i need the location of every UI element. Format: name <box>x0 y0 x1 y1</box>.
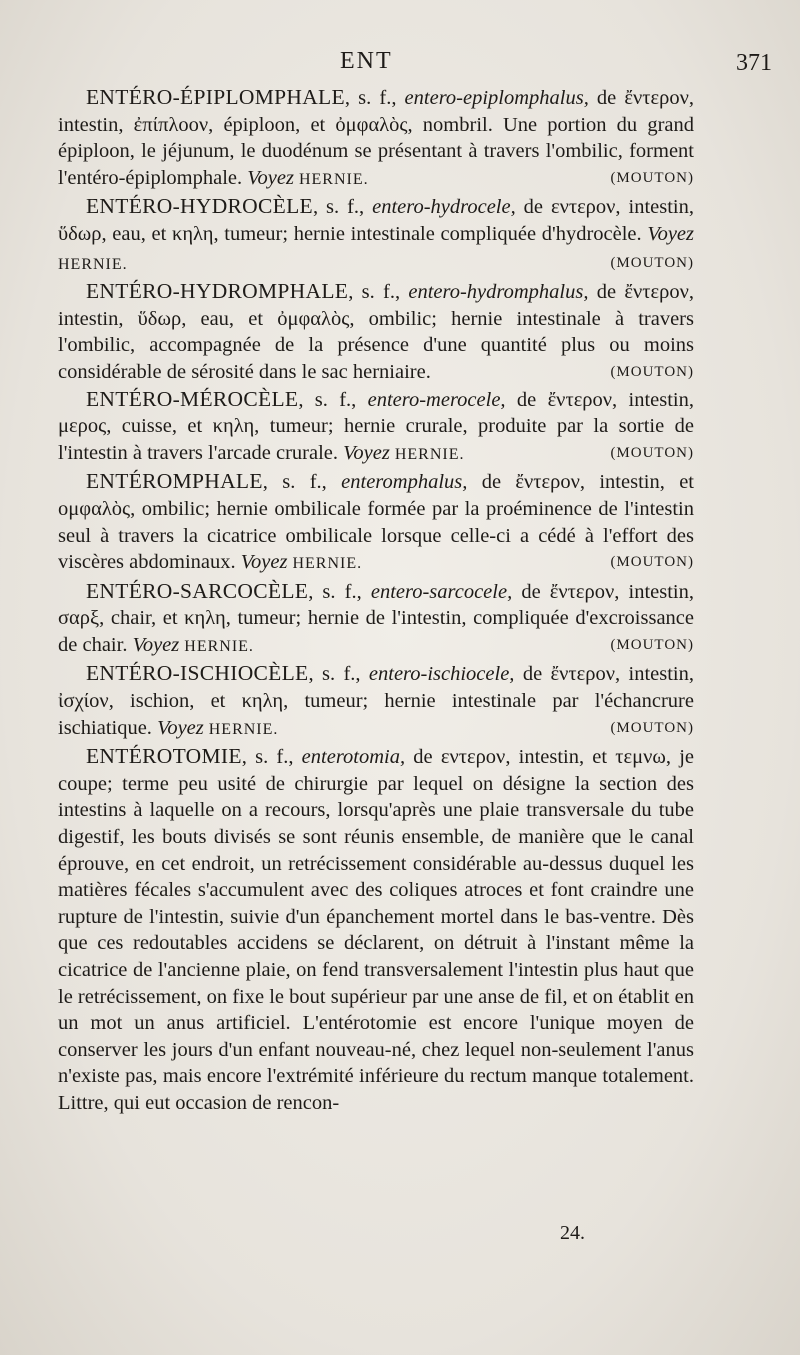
dictionary-entry <box>58 84 694 193</box>
entry-latin-term: entero-sarcocele, <box>370 580 513 603</box>
entry-grammar: , s. f., <box>241 746 302 769</box>
dictionary-entry <box>58 193 694 278</box>
dictionary-entry <box>58 660 694 743</box>
entry-author: (MOUTON) <box>610 719 694 736</box>
running-head <box>0 48 800 78</box>
dictionary-entries <box>58 84 694 1117</box>
entry-definition: de ἔντερον, intestin, et ομφαλὸς, ombilic; hernie ombilicale formée par la proéminence de l'intestin seul à travers la cicatrice ombilicale lorsque celle-ci a cédé à l'effort des viscères abdominaux. <box>58 471 694 574</box>
dictionary-entry <box>58 468 694 577</box>
entry-definition: de ἔντερον, intestin, μερος, cuisse, et κηλη, tumeur; hernie crurale, produite par la sortie de l'intestin à travers l'arcade crurale. <box>58 388 694 464</box>
entry-grammar: , s. f., <box>348 281 409 304</box>
entry-headword: ENTÉRO-HYDROCÈLE <box>86 194 313 219</box>
entry-see-also: Voyez <box>157 716 204 739</box>
printer-signature: 24. <box>560 1222 585 1244</box>
entry-definition: de ἔντερον, intestin, σαρξ, chair, et κηλη, tumeur; hernie de l'intestin, compliquée d'excroissance de chair. <box>58 580 694 656</box>
entry-definition: de εντερον, intestin, ὕδωρ, eau, et κηλη, tumeur; hernie intestinale compliquée d'hydrocèle. <box>58 196 694 245</box>
entry-latin-term: enterotomia, <box>301 746 406 769</box>
entry-cross-reference: HERNIE. <box>287 555 363 573</box>
entry-definition: de ἔντερον, intestin, ἐπίπλοον, épiploon, et ὀμφαλὸς, nombril. Une portion du grand épiploon, le jéjunum, le duodénum se présentant à travers l'ombilic, forment l'entéro-épiplomphale. <box>58 87 694 189</box>
entry-latin-term: entero-hydromphalus, <box>408 281 589 304</box>
entry-see-also: Voyez <box>647 222 694 245</box>
entry-grammar: , s. f., <box>262 471 342 494</box>
entry-cross-reference: HERNIE. <box>203 720 279 738</box>
entry-headword: ENTÉRO-SARCOCÈLE <box>86 578 309 603</box>
entry-grammar: , s. f., <box>298 388 368 411</box>
entry-grammar: , s. f., <box>308 580 371 603</box>
entry-latin-term: entero-hydrocele, <box>372 196 516 219</box>
entry-cross-reference: HERNIE. <box>389 445 465 463</box>
entry-grammar: , s. f., <box>312 196 373 219</box>
entry-author: (MOUTON) <box>610 254 694 271</box>
entry-definition: de εντερον, intestin, et τεμνω, je coupe; terme peu usité de chirurgie par lequel on désigne la section des intestins à laquelle on a recours, lorsqu'après une plaie transversale du tube digestif, les bouts divisés se sont réunis ensemble, de manière que le canal éprouve, en cet endroit, un retrécissement considérable au-dessus duquel les matières fécales s'accumulent avec des coliques atroces et font craindre une rupture de l'intestin, suivie d'un épanchement mortel dans le bas-ventre. Dès que ces redoutables accidens se déclarent, on détruit à l'instant même la cicatrice de l'ancienne plaie, on fend transversalement l'intestin plus haut que le retrécissement, on fixe le bout supérieur par une anse de fil, et on établit en un mot un anus artificiel. L'entérotomie est encore l'unique moyen de conserver les jours d'un enfant nouveau-né, chez lequel non-seulement l'anus n'existe pas, mais encore l'extrémité inférieure du rectum manque totalement. Littre, qui eut occasion de rencon- <box>58 746 694 1114</box>
dictionary-entry <box>58 386 694 469</box>
entry-grammar: , s. f., <box>344 87 405 109</box>
entry-latin-term: entero-ischiocele, <box>368 663 515 686</box>
page-number: 371 <box>736 50 772 76</box>
entry-headword: ENTÉRO-MÉROCÈLE <box>86 386 299 411</box>
entry-author: (MOUTON) <box>610 169 694 186</box>
entry-cross-reference: HERNIE. <box>58 255 128 273</box>
entry-author: (MOUTON) <box>610 636 694 653</box>
entry-definition: de ἔντερον, intestin, ὕδωρ, eau, et ὀμφαλὸς, ombilic; hernie intestinale à travers l'ombilic, accompagnée de la présence d'une quantité plus ou moins considérable de sérosité dans le sac herniaire. <box>58 281 694 383</box>
running-head-word: ENT <box>340 48 393 74</box>
entry-grammar: , s. f., <box>308 663 369 686</box>
dictionary-entry <box>58 578 694 661</box>
entry-cross-reference: HERNIE. <box>293 170 369 188</box>
entry-see-also: Voyez <box>247 166 294 189</box>
entry-latin-term: entero-epiplomphalus, <box>404 87 589 109</box>
entry-headword: ENTÉRO-ÉPIPLOMPHALE <box>86 85 345 109</box>
entry-see-also: Voyez <box>240 551 288 574</box>
entry-headword: ENTÉROTOMIE <box>86 744 242 769</box>
dictionary-entry <box>58 743 694 1116</box>
entry-headword: ENTÉROMPHALE <box>86 469 263 494</box>
entry-headword: ENTÉRO-HYDROMPHALE <box>86 279 349 304</box>
entry-author: (MOUTON) <box>610 554 694 571</box>
entry-headword: ENTÉRO-ISCHIOCÈLE <box>86 661 309 686</box>
entry-see-also: Voyez <box>343 441 390 464</box>
entry-author: (MOUTON) <box>610 363 694 380</box>
dictionary-entry <box>58 278 694 385</box>
entry-see-also: Voyez <box>132 633 180 656</box>
entry-cross-reference: HERNIE. <box>179 637 254 655</box>
entry-author: (MOUTON) <box>610 444 694 461</box>
entry-latin-term: enteromphalus, <box>341 471 468 494</box>
entry-latin-term: entero-merocele, <box>367 388 506 411</box>
entry-definition: de ἔντερον, intestin, ἰσχίον, ischion, et κηλη, tumeur; hernie intestinale par l'échancrure ischiatique. <box>58 663 694 739</box>
